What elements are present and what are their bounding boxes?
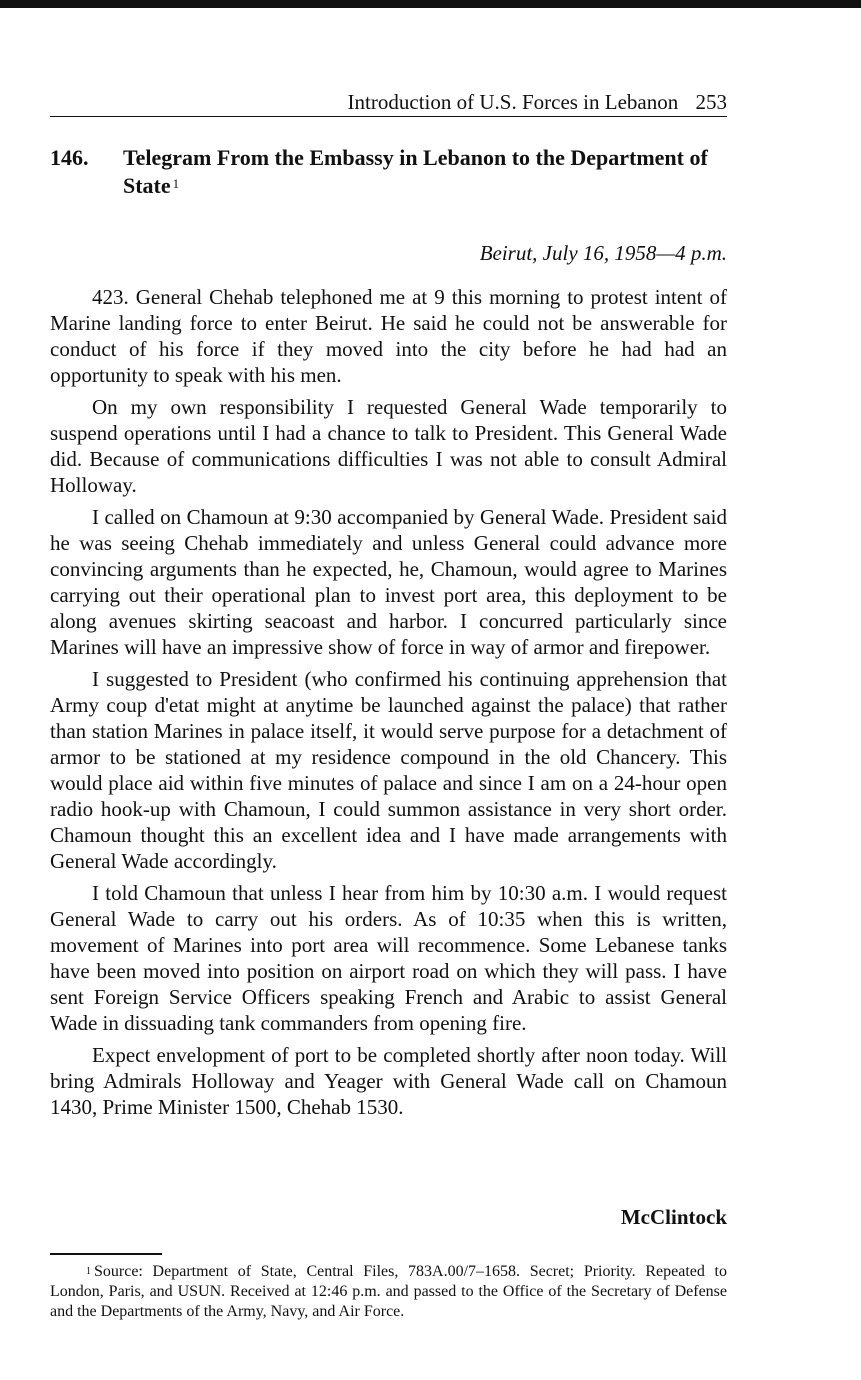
page-number: 253 (695, 90, 727, 114)
footnote-marker: 1 (86, 1266, 91, 1277)
footnote (50, 1262, 727, 1322)
paragraph-6: Expect envelopment of port to be completed shortly after noon today. Will bring Admirals Holloway and Yeager with General Wade call on Chamoun 1430, Prime Minister 1500, Chehab 1530. (50, 1043, 727, 1119)
paragraph-2: On my own responsibility I requested General Wade temporarily to suspend operations until I had a chance to talk to President. This General Wade did. Because of communications difficulties I was not able to consult Admiral Holloway. (50, 395, 727, 497)
paragraph-1: 423. General Chehab telephoned me at 9 this morning to protest intent of Marine landing force to enter Beirut. He said he could not be answerable for conduct of his force if they moved into the city before he had had an opportunity to speak with his men. (50, 285, 727, 387)
title-footnote-marker: 1 (172, 176, 180, 191)
document-title: Telegram From the Embassy in Lebanon to the Department of State (123, 145, 708, 198)
signature: McClintock (620, 1205, 727, 1229)
footnote-divider (50, 1253, 162, 1255)
paragraph-3: I called on Chamoun at 9:30 accompanied by General Wade. President said he was seeing Chehab immediately and unless General could advance more convincing arguments than he expected, he, Chamoun, would agree to Marines carrying out their operational plan to invest port area, this deployment to be along avenues skirting seacoast and harbor. I concurred particularly since Marines will have an impressive show of force in way of armor and firepower. (50, 505, 727, 659)
paragraph-5: I told Chamoun that unless I hear from him by 10:30 a.m. I would request General Wade to carry out his orders. As of 10:35 when this is written, movement of Marines into port area will recommence. Some Lebanese tanks have been moved into position on airport road on which they will pass. I have sent Foreign Service Officers speaking French and Arabic to assist General Wade in dissuading tank commanders from opening fire. (50, 881, 727, 1035)
telegram-body (50, 284, 727, 1126)
running-head (50, 88, 727, 117)
paragraph-4: I suggested to President (who confirmed his continuing apprehension that Army coup d'etat might at anytime be launched against the palace) that rather than station Marines in palace itself, it would serve purpose for a detachment of armor to be stationed at my residence compound in the old Chancery. This would place aid within five minutes of palace and since I am on a 24-hour open radio hook-up with Chamoun, I could summon assistance in very short order. Chamoun thought this an excellent idea and I have made arrangements with General Wade accordingly. (50, 667, 727, 873)
dateline: Beirut, July 16, 1958—4 p.m. (479, 241, 727, 265)
running-head-title: Introduction of U.S. Forces in Lebanon (347, 90, 679, 114)
document-heading (50, 144, 727, 200)
page-top-border (0, 0, 861, 8)
document-number: 146. (50, 145, 89, 170)
document-title-block (123, 144, 727, 200)
footnote-text: Source: Department of State, Central Files, 783A.00/7–1658. Secret; Priority. Repeated to London, Paris, and USUN. Received at 12:46 p.m. and passed to the Office of the Secretary of Defense and the Departments of the Army, Navy, and Air Force. (50, 1263, 727, 1320)
